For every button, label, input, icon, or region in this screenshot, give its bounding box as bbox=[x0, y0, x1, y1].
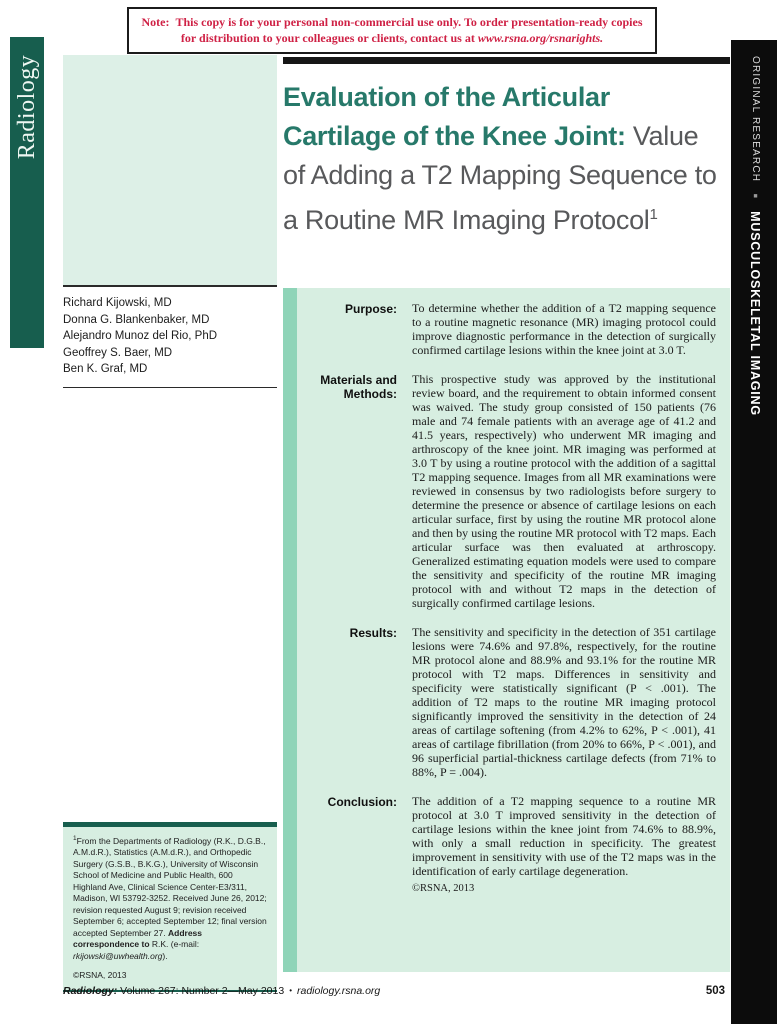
author-list bbox=[63, 285, 277, 388]
note-text: Note: This copy is for your personal non-commercial use only. To order presentation-ready copies for distribution to your colleagues or clients, contact us at bbox=[141, 15, 643, 45]
footnote-copyright: ©RSNA, 2013 bbox=[73, 970, 127, 981]
page-number: 503 bbox=[705, 985, 725, 997]
author-name: Ben K. Graf, MD bbox=[63, 363, 148, 375]
footnote-block bbox=[63, 822, 277, 992]
page-footer bbox=[63, 985, 725, 997]
abstract-copyright: ©RSNA, 2013 bbox=[412, 883, 475, 894]
email-link[interactable]: rkijowski@uwhealth.org bbox=[73, 950, 163, 961]
section-label: Materials and Methods: bbox=[320, 373, 397, 401]
rsna-rights-link[interactable]: www.rsna.org/rsnarights. bbox=[477, 31, 604, 45]
title-subtitle: a Routine MR Imaging Protocol bbox=[283, 205, 650, 235]
issue-info: Volume 267: Number 2—May 2013 bbox=[117, 985, 285, 997]
title-line bbox=[283, 195, 730, 240]
section-label: Conclusion: bbox=[327, 795, 397, 809]
title-line bbox=[283, 156, 730, 195]
author-name: Alejandro Munoz del Rio, PhD bbox=[63, 330, 218, 342]
bullet-separator-icon: • bbox=[289, 986, 292, 995]
sidebar-category-label: ORIGINAL RESEARCH bbox=[750, 56, 761, 183]
footnote-text: ). bbox=[162, 950, 168, 961]
title-line bbox=[283, 117, 730, 156]
title-rule bbox=[283, 57, 730, 64]
author-name: Richard Kijowski, MD bbox=[63, 297, 172, 309]
section-text bbox=[397, 794, 716, 896]
article-title bbox=[283, 78, 730, 240]
cover-image-placeholder bbox=[63, 55, 277, 285]
title-subtitle: Value bbox=[625, 121, 699, 151]
section-label: Results: bbox=[349, 626, 397, 640]
conclusion-text: The addition of a T2 mapping sequence to a routine MR protocol at 3.0 T improved sensitivity in the detection of cartilage lesions within the knee joint from 74.6% to 88.9%, with only a small reduction in specificity. The greatest improvement in sensitivity with use of the T2 maps was in the identification of early cartilage degeneration. bbox=[412, 794, 716, 878]
title-footnote-marker: 1 bbox=[649, 206, 658, 223]
affiliation-footnote bbox=[73, 833, 267, 962]
author-name: Geoffrey S. Baer, MD bbox=[63, 346, 173, 359]
author-name: Donna G. Blankenbaker, MD bbox=[63, 313, 210, 326]
abstract-section-conclusion bbox=[297, 794, 716, 896]
title-line bbox=[283, 78, 730, 117]
copyright-note-box bbox=[127, 7, 657, 54]
journal-logo-text: Radiology bbox=[14, 54, 40, 160]
footnote-text: From the Departments of Radiology (R.K., D.G.B., A.M.d.R.), Statistics (A.M.d.R.), and Orthopedic Surgery (G.S.B., B.K.G.), University of Wisconsin School of Medicine and Public Health, 600 Highland Ave, Clinical Science Center-E3/311, Madison, WI 53792-3252. Received June 26, 2012; revision requested August 9; revision received September 6; accepted September 12; final version accepted September 27. bbox=[73, 835, 267, 938]
section-text: This prospective study was approved by the institutional review board, and the requirement to obtain informed consent was waived. The study group consisted of 150 patients (76 male and 74 female patients with an average age of 41.2 and 41.5 years, respectively) who underwent MR imaging and arthroscopy of the knee joint. MR imaging was performed at 3.0 T by using a routine protocol with the addition of a sagittal T2 mapping sequence. Images from all MR examinations were reviewed in consensus by two radiologists before surgery to determine the presence or absence of cartilage lesions on each articular surface, first by using the routine MR protocol alone and then by using the routine MR protocol with T2 maps. Each articular surface was then evaluated at arthroscopy. Generalized estimating equation models were used to compare the sensitivity and specificity of the routine MR imaging protocol with and without T2 maps in the detection of surgically confirmed cartilage lesions. bbox=[412, 372, 716, 610]
abstract-section-materials-methods bbox=[297, 372, 716, 610]
title-block bbox=[283, 57, 730, 240]
abstract-panel bbox=[283, 288, 730, 972]
square-separator-icon: ■ bbox=[752, 193, 759, 201]
title-emphasis: Evaluation of the Articular bbox=[283, 82, 610, 112]
section-text: To determine whether the addition of a T2 mapping sequence to a routine magnetic resonance (MR) imaging protocol could improve diagnostic performance in the detection of surgically confirmed cartilage lesions within the knee joint at 3.0 T. bbox=[412, 301, 716, 357]
journal-name: Radiology: bbox=[63, 985, 118, 997]
correspondence-note: Address correspondence to bbox=[73, 927, 202, 950]
footnote-marker: 1 bbox=[73, 835, 77, 842]
journal-url[interactable]: radiology.rsna.org bbox=[297, 985, 381, 997]
abstract-section-results bbox=[297, 625, 716, 779]
radiology-banner bbox=[10, 37, 44, 348]
section-text: The sensitivity and specificity in the detection of 351 cartilage lesions were 74.6% and 97.8%, respectively, for the routine MR protocol alone and 88.9% and 93.1% for the routine MR protocol with T2 maps. Differences in sensitivity and specificity were statistically significant (P < .001). The addition of T2 maps to the routine MR imaging protocol significantly improved the sensitivity in the detection of 24 areas of cartilage softening (from 4.2% to 62%, P < .001), 41 areas of cartilage fibrillation (from 20% to 66%, P < .001), and 96 superficial partial-thickness cartilage defects (from 71% to 88%, P = .004). bbox=[412, 625, 716, 779]
title-subtitle: of Adding a T2 Mapping Sequence to bbox=[283, 160, 717, 190]
footnote-text: R.K. (e-mail: bbox=[149, 939, 200, 950]
sidebar-vertical-text bbox=[746, 56, 764, 416]
section-label: Purpose: bbox=[344, 302, 397, 316]
sidebar-section-label: MUSCULOSKELETAL IMAGING bbox=[748, 211, 762, 416]
abstract-section-purpose bbox=[297, 301, 716, 357]
footer-citation bbox=[63, 985, 380, 997]
title-emphasis: Cartilage of the Knee Joint: bbox=[283, 121, 626, 151]
category-sidebar bbox=[731, 40, 777, 1024]
